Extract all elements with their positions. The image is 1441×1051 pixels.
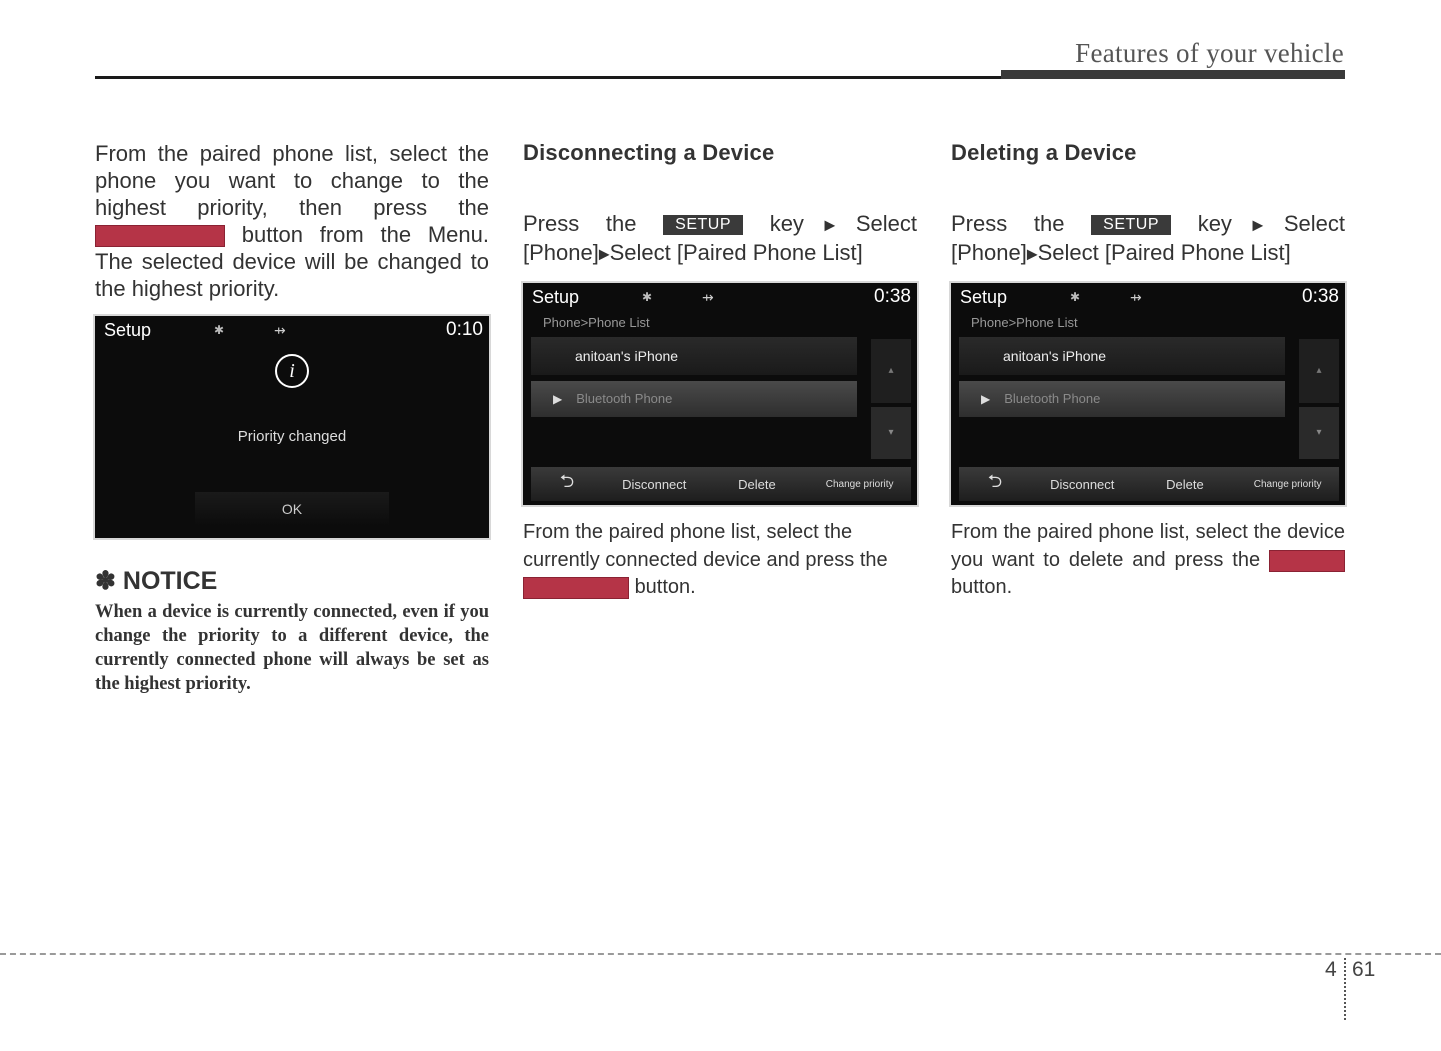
caption-text-pre: From the paired phone list, select the currently connected device and press the	[523, 521, 888, 571]
change-priority-softkey[interactable]: Change priority	[1253, 478, 1322, 490]
info-icon: i	[275, 354, 309, 388]
notice-text: When a device is currently connected, even if you change the priority to a different device, the currently connected phone will always be set as the highest priority.	[95, 602, 489, 694]
chapter-number: 4	[1325, 958, 1337, 981]
key-text: key	[1197, 211, 1232, 236]
screen-status-bar	[523, 283, 917, 311]
select-paired-list-text: Select [Paired Phone List]	[609, 239, 863, 265]
page-number: 61	[1352, 958, 1376, 981]
page-header-title: Features of your vehicle	[1075, 38, 1344, 68]
play-icon: ▶	[553, 392, 563, 407]
arrow-right-icon: ▶	[803, 216, 856, 233]
priority-text-post: button from the Menu. The selected device will be changed to the highest priority.	[95, 222, 489, 301]
back-icon[interactable]: ⮌	[559, 471, 575, 492]
column-delete	[951, 140, 1345, 602]
bluetooth-icon: ✱	[642, 290, 653, 305]
disconnect-instructions	[523, 210, 917, 267]
delete-heading: Deleting a Device	[951, 140, 1137, 165]
back-icon[interactable]: ⮌	[987, 471, 1003, 492]
priority-changed-message: Priority changed	[237, 428, 347, 445]
screen-status-bar	[95, 316, 489, 344]
screen-breadcrumb: Phone>Phone List	[971, 315, 1078, 331]
list-item-selected[interactable]	[531, 381, 857, 417]
screen-status-bar	[951, 283, 1345, 311]
priority-paragraph	[95, 140, 489, 302]
notice-title: ✽ NOTICE	[95, 567, 218, 595]
select-phone-text: Select [Phone]	[523, 211, 917, 265]
column-disconnect	[523, 140, 917, 602]
screen-clock: 0:38	[1302, 286, 1339, 308]
list-item[interactable]: anitoan's iPhone	[531, 337, 857, 375]
change-priority-softkey[interactable]: Change priority	[825, 478, 894, 490]
delete-softkey[interactable]: Delete	[738, 476, 776, 492]
disconnect-softkey[interactable]: Disconnect	[622, 476, 687, 492]
softkey-bar	[959, 467, 1339, 501]
screen-breadcrumb: Phone>Phone List	[543, 315, 650, 331]
screen-title: Setup	[960, 286, 1008, 307]
list-item[interactable]: anitoan's iPhone	[959, 337, 1285, 375]
disconnect-heading: Disconnecting a Device	[523, 140, 775, 165]
disconnect-button-image	[523, 577, 629, 599]
bluetooth-icon: ✱	[214, 323, 225, 337]
screen-title: Setup	[532, 286, 580, 307]
disconnect-screen	[523, 283, 917, 505]
disconnect-softkey[interactable]: Disconnect	[1050, 476, 1115, 492]
select-paired-list-text: Select [Paired Phone List]	[1037, 239, 1291, 265]
screen-clock: 0:38	[874, 286, 911, 308]
delete-caption	[951, 519, 1345, 602]
caption-text-post: button.	[951, 576, 1013, 599]
arrow-right-icon: ▶	[1026, 245, 1038, 262]
play-icon: ▶	[981, 392, 991, 407]
screen-title: Setup	[104, 319, 152, 340]
footer-rule	[0, 953, 1441, 955]
softkey-bar	[531, 467, 911, 501]
list-item-label: Bluetooth Phone	[1004, 391, 1101, 407]
delete-button-image	[1269, 550, 1345, 572]
caption-text-post: button.	[634, 576, 696, 599]
scroll-up-button[interactable]: ▴	[871, 339, 911, 403]
key-text: key	[769, 211, 804, 236]
list-item-selected[interactable]	[959, 381, 1285, 417]
priority-changed-screen	[95, 316, 489, 538]
page-number-separator	[1344, 958, 1346, 1020]
scroll-down-button[interactable]: ▾	[1299, 407, 1339, 459]
disconnect-caption	[523, 519, 917, 602]
column-priority	[95, 140, 489, 696]
usb-icon: ⇸	[702, 288, 714, 305]
priority-text-pre: From the paired phone list, select the phone you want to change to the highest priority, then press the	[95, 141, 489, 220]
select-phone-text: Select [Phone]	[951, 211, 1345, 265]
header-rule	[95, 76, 1001, 79]
delete-softkey[interactable]: Delete	[1166, 476, 1204, 492]
caption-text-pre: From the paired phone list, select the device you want to delete and press the	[951, 521, 1345, 571]
setup-key: SETUP	[1091, 215, 1171, 235]
usb-icon: ⇸	[1130, 288, 1142, 305]
arrow-right-icon: ▶	[598, 245, 610, 262]
bluetooth-icon: ✱	[1070, 290, 1081, 305]
header-rule-accent	[1001, 70, 1345, 79]
change-priority-button-image	[95, 225, 225, 247]
list-item-label: Bluetooth Phone	[576, 391, 673, 407]
scroll-down-button[interactable]: ▾	[871, 407, 911, 459]
scroll-up-button[interactable]: ▴	[1299, 339, 1339, 403]
press-text: Press the	[523, 211, 637, 236]
arrow-right-icon: ▶	[1231, 216, 1284, 233]
ok-button[interactable]: OK	[195, 492, 389, 526]
usb-icon: ⇸	[274, 321, 286, 338]
screen-clock: 0:10	[446, 319, 483, 340]
setup-key: SETUP	[663, 215, 743, 235]
delete-instructions	[951, 210, 1345, 267]
press-text: Press the	[951, 211, 1065, 236]
delete-screen	[951, 283, 1345, 505]
